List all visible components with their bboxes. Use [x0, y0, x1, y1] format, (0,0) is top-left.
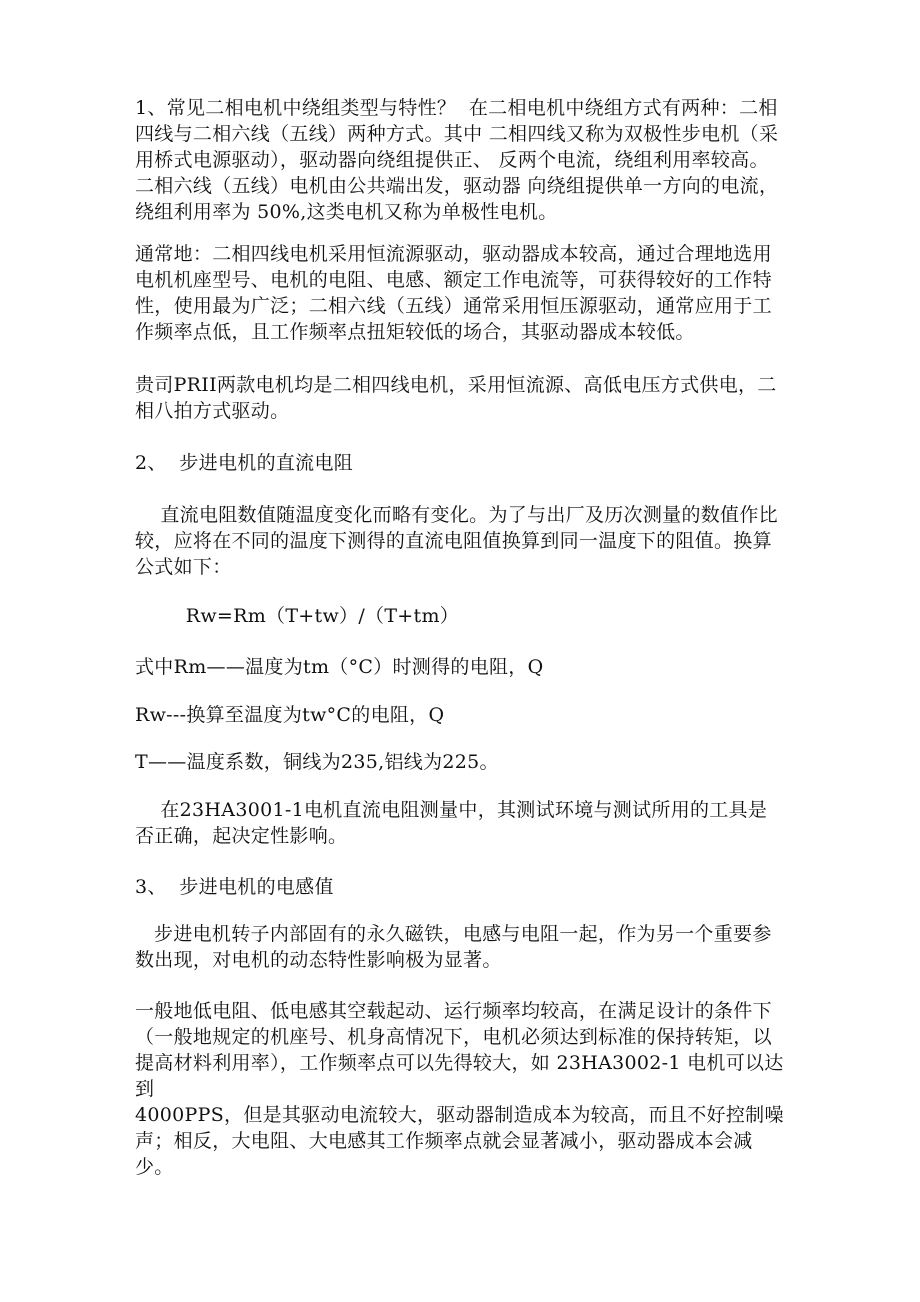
paragraph-low-resistance: 一般地低电阻、低电感其空载起动、运行频率均较高，在满足设计的条件下（一般地规定的机座号、机身高情况下，电机必须达到标准的保持转矩，以提高材料利用率），工作频率点可以先得较大，如 23HA3002-1 电机可以达到 [135, 1000, 784, 1100]
paragraph-pps-cost: 4000PPS，但是其驱动电流较大，驱动器制造成本为较高，而且不好控制噪声；相反，大电阻、大电感其工作频率点就会显著减小，驱动器成本会减少。 [135, 1104, 784, 1178]
formula-def-t: T——温度系数，铜线为235,铝线为225。 [135, 751, 499, 773]
paragraph-prii-motors: 贵司PRII两款电机均是二相四线电机，采用恒流源、高低电压方式供电，二相八拍方式驱动。 [135, 374, 777, 422]
formula-line: Rw=Rm（T+tw）/（T+tm） [135, 605, 460, 627]
formula-def-rw: Rw---换算至温度为tw°C的电阻，Q [135, 704, 445, 726]
section-heading-inductance: 3、 步进电机的电感值 [135, 876, 334, 898]
formula-def-rm: 式中Rm——温度为tm（°C）时测得的电阻，Q [135, 656, 544, 678]
paragraph-drive-methods: 通常地：二相四线电机采用恒流源驱动，驱动器成本较高，通过合理地选用电机机座型号、电机的电阻、电感、额定工作电流等，可获得较好的工作特性，使用最为广泛；二相六线（五线）通常采用恒压源驱动，通常应用于工作频率点低，且工作频率点扭矩较低的场合，其驱动器成本较低。 [135, 243, 772, 343]
paragraph-inductance: 步进电机转子内部固有的永久磁铁，电感与电阻一起，作为另一个重要参数出现，对电机的动态特性影响极为显著。 [135, 923, 772, 971]
section-heading-dc-resistance: 2、 步进电机的直流电阻 [135, 452, 354, 474]
paragraph-dc-resistance: 直流电阻数值随温度变化而略有变化。为了与出厂及历次测量的数值作比较，应将在不同的温度下测得的直流电阻值换算到同一温度下的阻值。换算公式如下： [135, 504, 778, 578]
paragraph-winding-types: 1、常见二相电机中绕组类型与特性？ 在二相电机中绕组方式有两种：二相四线与二相六线（五线）两种方式。其中 二相四线又称为双极性步电机（采用桥式电源驱动），驱动器向绕组提供正、 反两个电流，绕组利用率较高。二相六线（五线）电机由公共端出发，驱动器 向绕组提供单一方向的电流，绕组利用率为 50%,这类电机又称为单极性电机。 [135, 97, 779, 223]
paragraph-measurement-note: 在23HA3001-1电机直流电阻测量中，其测试环境与测试所用的工具是否正确，起决定性影响。 [135, 799, 768, 847]
